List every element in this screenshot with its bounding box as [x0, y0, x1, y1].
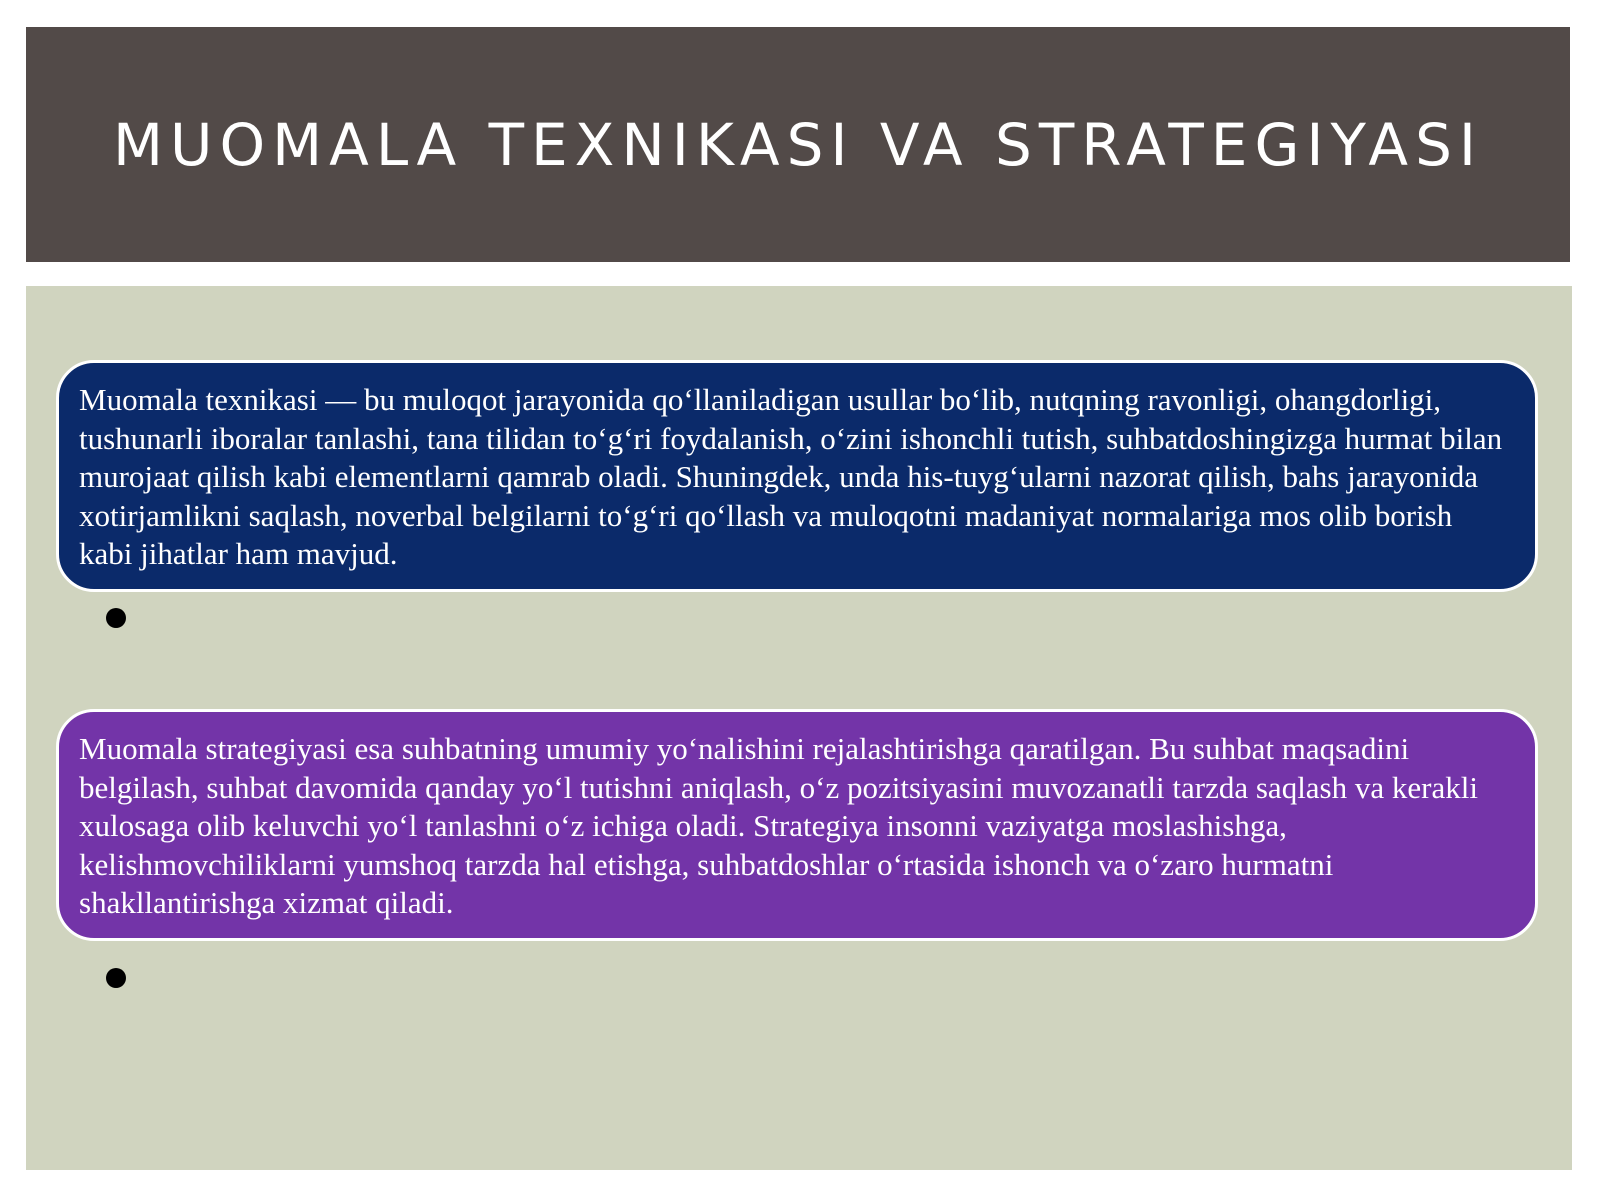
technique-paragraph: Muomala texnikasi — bu muloqot jarayonida qo‘llaniladigan usullar bo‘lib, nutqning ravonligi, ohangdorligi, tushunarli iboralar tanlashi, tana tilidan to‘g‘ri foydalanish, o‘zini ishonchli tutish, suhbatdoshingizga hurmat bilan murojaat qilish kabi elementlarni qamrab oladi. Shuningdek, unda his-tuyg‘ularni nazorat qilish, bahs jarayonida xotirjamlikni saqlash, noverbal belgilarni to‘g‘ri qo‘llash va muloqotni madaniyat normalariga mos olib borish kabi jihatlar ham mavjud.	[79, 382, 1503, 571]
technique-text-box	[56, 360, 1538, 592]
strategy-paragraph: Muomala strategiyasi esa suhbatning umumiy yo‘nalishini rejalashtirishga qaratilgan. Bu suhbat maqsadini belgilash, suhbat davomida qanday yo‘l tutishni aniqlash, o‘z pozitsiyasini muvozanatli tarzda saqlash va kerakli xulosaga olib keluvchi yo‘l tanlashni o‘z ichiga oladi. Strategiya insonni vaziyatga moslashishga, kelishmovchiliklarni yumshoq tarzda hal etishga, suhbatdoshlar o‘rtasida ishonch va o‘zaro hurmatni shakllantirishga xizmat qiladi.	[79, 731, 1478, 920]
content-panel	[26, 286, 1572, 1170]
slide-title: MUOMALA TEXNIKASI VA STRATEGIYASI	[112, 110, 1484, 179]
title-bar	[26, 27, 1570, 262]
strategy-text-box	[56, 709, 1538, 941]
bullet-point	[106, 608, 126, 628]
bullet-point	[106, 968, 126, 988]
